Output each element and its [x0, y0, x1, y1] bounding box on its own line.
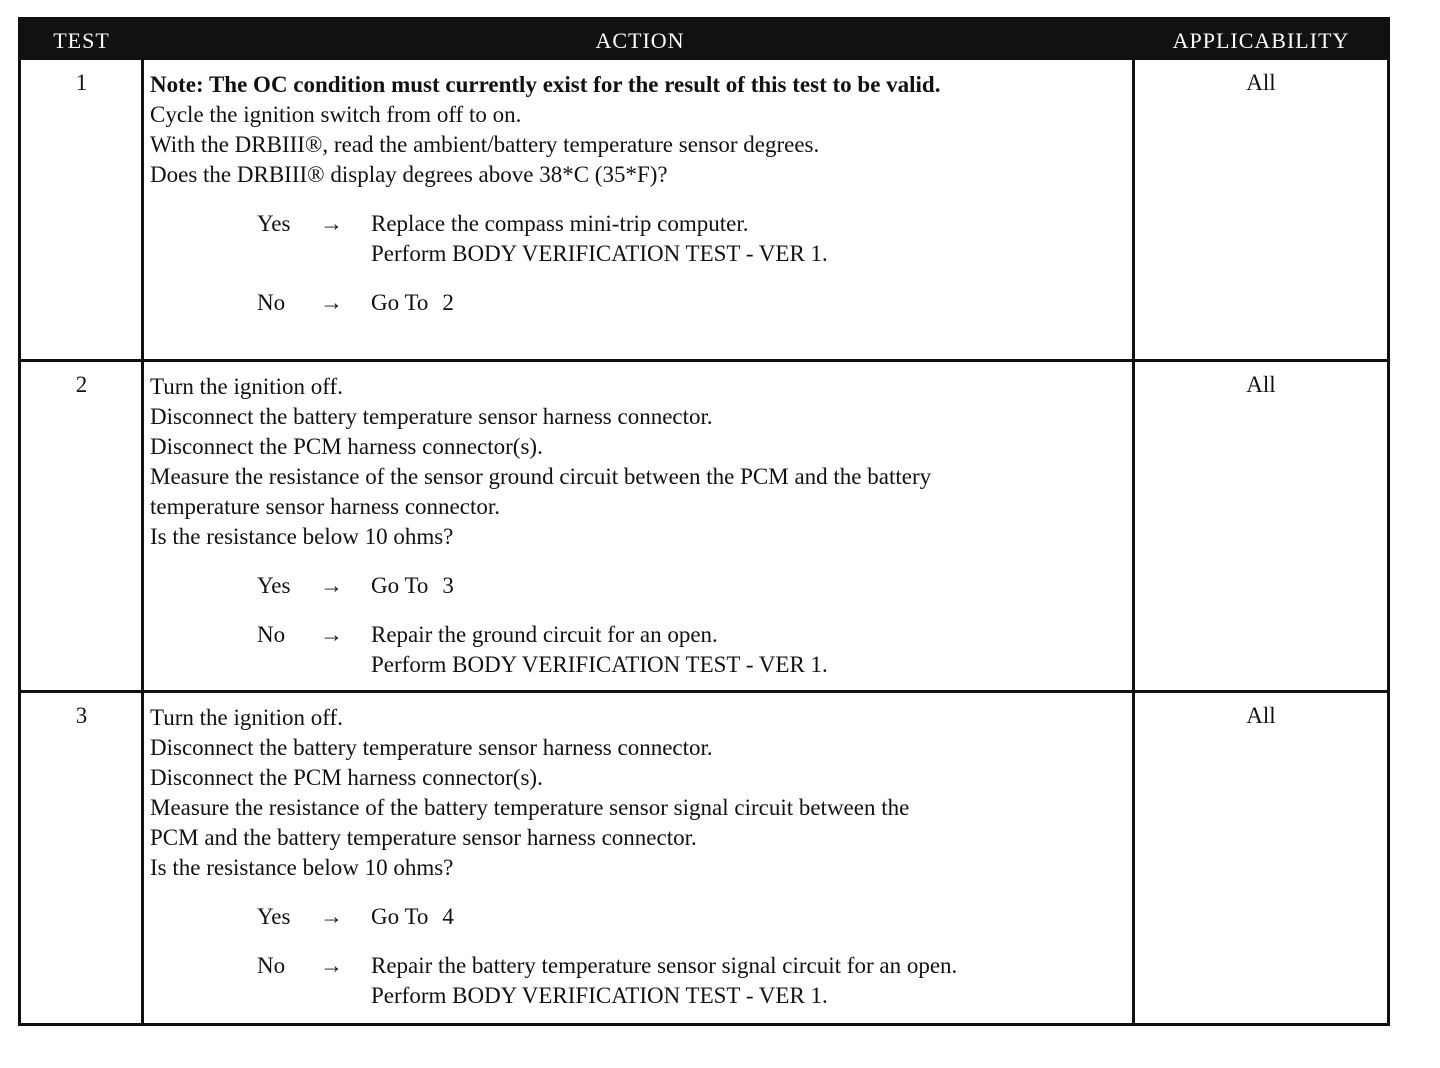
- header-action: ACTION: [595, 28, 685, 53]
- action-line: With the DRBIII®, read the ambient/battery temperature sensor degrees.: [150, 132, 820, 157]
- arrow-icon: →: [320, 953, 343, 978]
- goto-link[interactable]: [371, 288, 454, 318]
- goto-text: Go To: [371, 290, 429, 315]
- action-cell: [150, 70, 1130, 318]
- arrow-icon: →: [320, 904, 343, 929]
- arrow-icon: →: [320, 622, 343, 647]
- goto-link[interactable]: [371, 571, 454, 601]
- yes-label: Yes: [257, 573, 291, 598]
- action-line: Measure the resistance of the sensor ground circuit between the PCM and the battery: [150, 464, 932, 489]
- no-outcome: [150, 288, 1130, 318]
- verification-step: Perform BODY VERIFICATION TEST - VER 1.: [371, 652, 828, 677]
- no-label: No: [257, 953, 286, 978]
- diagnostic-test-table: [18, 17, 1390, 1026]
- yes-outcome: [150, 902, 1130, 932]
- goto-text: Go To: [371, 573, 429, 598]
- action-line: Measure the resistance of the battery temperature sensor signal circuit between the: [150, 795, 910, 820]
- header-test: TEST: [53, 28, 110, 53]
- yes-label: Yes: [257, 211, 291, 236]
- action-line: Turn the ignition off.: [150, 705, 343, 730]
- verification-step: Perform BODY VERIFICATION TEST - VER 1.: [371, 241, 828, 266]
- goto-number: 4: [442, 904, 454, 929]
- test-number: 1: [75, 70, 88, 95]
- action-cell: [150, 372, 1130, 680]
- action-line: Does the DRBIII® display degrees above 38*C (35*F)?: [150, 162, 668, 187]
- action-line: Turn the ignition off.: [150, 374, 343, 399]
- goto-link[interactable]: [371, 902, 454, 932]
- yes-label: Yes: [257, 904, 291, 929]
- action-line: Disconnect the battery temperature sensor harness connector.: [150, 735, 713, 760]
- action-line: temperature sensor harness connector.: [150, 494, 500, 519]
- header-applicability: APPLICABILITY: [1172, 28, 1350, 53]
- action-line: Is the resistance below 10 ohms?: [150, 524, 454, 549]
- arrow-icon: →: [320, 573, 343, 598]
- table-row: [21, 693, 1387, 1023]
- action-line: Is the resistance below 10 ohms?: [150, 855, 454, 880]
- action-cell: [150, 703, 1130, 1011]
- test-number: 2: [75, 372, 88, 397]
- yes-outcome: [150, 209, 1130, 269]
- applicability-cell: All: [1246, 70, 1276, 95]
- applicability-cell: All: [1246, 372, 1276, 397]
- no-outcome: [150, 951, 1130, 1011]
- yes-outcome: [150, 571, 1130, 601]
- goto-text: Go To: [371, 904, 429, 929]
- no-outcome: [150, 620, 1130, 680]
- action-line: Disconnect the PCM harness connector(s).: [150, 434, 543, 459]
- no-label: No: [257, 290, 286, 315]
- no-action: Repair the ground circuit for an open.: [371, 622, 718, 647]
- no-label: No: [257, 622, 286, 647]
- action-line: Disconnect the PCM harness connector(s).: [150, 765, 543, 790]
- action-line: PCM and the battery temperature sensor harness connector.: [150, 825, 697, 850]
- table-header: [21, 20, 1387, 60]
- arrow-icon: →: [320, 211, 343, 236]
- arrow-icon: →: [320, 290, 343, 315]
- note-text: Note: The OC condition must currently exist for the result of this test to be valid.: [150, 72, 941, 97]
- table-row: [21, 362, 1387, 690]
- action-line: Cycle the ignition switch from off to on.: [150, 102, 522, 127]
- yes-action: Replace the compass mini-trip computer.: [371, 211, 749, 236]
- applicability-cell: All: [1246, 703, 1276, 728]
- goto-number: 3: [442, 573, 454, 598]
- table-row: [21, 60, 1387, 359]
- verification-step: Perform BODY VERIFICATION TEST - VER 1.: [371, 983, 828, 1008]
- test-number: 3: [75, 703, 88, 728]
- no-action: Repair the battery temperature sensor signal circuit for an open.: [371, 953, 958, 978]
- goto-number: 2: [442, 290, 454, 315]
- action-line: Disconnect the battery temperature sensor harness connector.: [150, 404, 713, 429]
